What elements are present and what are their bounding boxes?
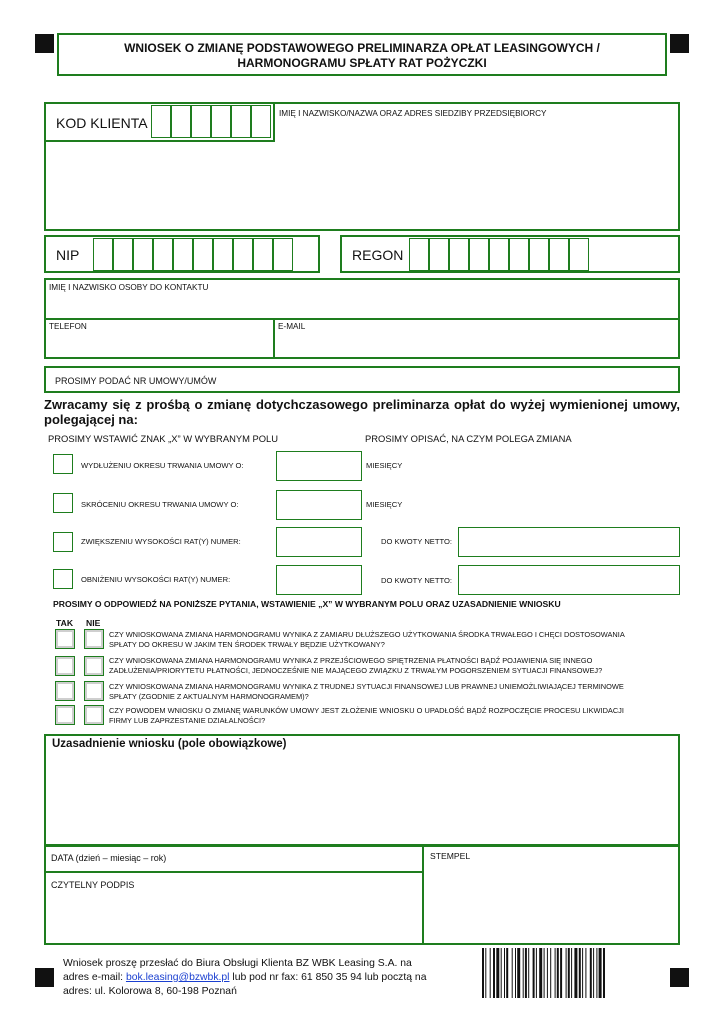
question-2-text: CZY WNIOSKOWANA ZMIANA HARMONOGRAMU WYNIKA Z PRZEJŚCIOWEGO SPIĘTRZENIA PŁATNOŚCI BĄDŹ POJAWIENIA SIĘ INNEGO ZADŁUŻENIA/PRIORYTETU PŁATNOŚCI, JEDNOCZEŚNIE NIE MAJĄCEGO ZWIĄZKU Z TRWAŁYM POGORSZENIEM SYTUACJI FINANSOWEJ? bbox=[109, 656, 603, 675]
question-1-yes-checkbox[interactable] bbox=[55, 629, 75, 649]
kod-klienta-label: KOD KLIENTA bbox=[56, 115, 148, 131]
title-box bbox=[57, 33, 667, 76]
footer-line-1: Wniosek proszę przesłać do Biura Obsługi Klienta BZ WBK Leasing S.A. na bbox=[63, 958, 412, 969]
corner-marker-top-right bbox=[670, 34, 689, 53]
barcode-bar bbox=[557, 948, 559, 998]
question-2-yes-checkbox[interactable] bbox=[55, 656, 75, 676]
barcode-bar bbox=[493, 948, 495, 998]
nip-cells[interactable] bbox=[93, 238, 293, 271]
name-address-label: IMIĘ I NAZWISKO/NAZWA ORAZ ADRES SIEDZIBY PRZEDSIĘBIORCY bbox=[279, 109, 547, 118]
regon-cells[interactable] bbox=[409, 238, 589, 271]
date-divider bbox=[44, 871, 424, 873]
email-label: E-MAIL bbox=[278, 322, 306, 331]
question-3-no-checkbox[interactable] bbox=[84, 681, 104, 701]
option-decrease-label: OBNIŻENIU WYSOKOŚCI RAT(Y) NUMER: bbox=[81, 575, 231, 584]
barcode-bar bbox=[539, 948, 542, 998]
question-4-yes-checkbox[interactable] bbox=[55, 705, 75, 725]
title-line-2: HARMONOGRAMU SPŁATY RAT POŻYCZKI bbox=[237, 56, 487, 70]
option-extend-label: WYDŁUŻENIU OKRESU TRWANIA UMOWY O: bbox=[81, 461, 244, 470]
option-increase-suffix: DO KWOTY NETTO: bbox=[381, 537, 453, 546]
question-1-no-checkbox[interactable] bbox=[84, 629, 104, 649]
barcode-bar bbox=[582, 948, 583, 998]
barcode-bar bbox=[547, 948, 548, 998]
option-increase-number-field[interactable] bbox=[276, 527, 362, 557]
yes-header: TAK bbox=[56, 618, 74, 628]
barcode-bar bbox=[523, 948, 524, 998]
phone-email-divider bbox=[273, 318, 275, 359]
regon-label: REGON bbox=[352, 247, 404, 263]
signature-field[interactable] bbox=[48, 894, 418, 942]
stamp-label: STEMPEL bbox=[430, 851, 471, 861]
question-2-no-checkbox[interactable] bbox=[84, 656, 104, 676]
question-3-text: CZY WNIOSKOWANA ZMIANA HARMONOGRAMU WYNIKA Z TRUDNEJ SYTUACJI FINANSOWEJ LUB PRAWNEJ UNIEMOŻLIWIAJĄCEJ TERMINOWE SPŁATY (ZGODNIE Z AKTUALNYM HARMONOGRAMEM)? bbox=[109, 682, 624, 701]
barcode-bar bbox=[482, 948, 484, 998]
contact-person-field[interactable] bbox=[48, 296, 676, 316]
barcode-bar bbox=[515, 948, 516, 998]
contact-person-label: IMIĘ I NAZWISKO OSOBY DO KONTAKTU bbox=[49, 283, 209, 292]
option-shorten-months-field[interactable] bbox=[276, 490, 362, 520]
question-3-yes-checkbox[interactable] bbox=[55, 681, 75, 701]
footer-line-2: adres e-mail: bok.leasing@bzwbk.pl lub pod nr fax: 61 850 35 94 lub pocztą na bbox=[63, 972, 427, 983]
barcode-bar bbox=[544, 948, 545, 998]
barcode-bar bbox=[599, 948, 602, 998]
contract-number-label: PROSIMY PODAĆ NR UMOWY/UMÓW bbox=[55, 376, 217, 386]
email-field[interactable] bbox=[278, 334, 676, 356]
contact-divider bbox=[44, 318, 680, 320]
barcode-bar bbox=[579, 948, 581, 998]
justification-label: Uzasadnienie wniosku (pole obowiązkowe) bbox=[52, 738, 287, 750]
question-4-text: CZY POWODEM WNIOSKU O ZMIANĘ WARUNKÓW UMOWY JEST ZŁOŻENIE WNIOSKU O UPADŁOŚĆ BĄDŹ ROZPOCZĘCIE PROCESU LIKWIDACJI FIRMY LUB ZAPRZESTANIE DZIAŁALNOŚCI? bbox=[109, 706, 624, 725]
signature-label: CZYTELNY PODPIS bbox=[51, 880, 135, 890]
date-label: DATA (dzień – miesiąc – rok) bbox=[51, 853, 167, 863]
corner-marker-bottom-right bbox=[670, 968, 689, 987]
option-decrease-number-field[interactable] bbox=[276, 565, 362, 595]
no-header: NIE bbox=[86, 618, 101, 628]
barcode-bar bbox=[574, 948, 577, 998]
option-shorten-suffix: MIESIĘCY bbox=[366, 500, 403, 509]
option-shorten-label: SKRÓCENIU OKRESU TRWANIA UMOWY O: bbox=[81, 500, 239, 509]
nip-label: NIP bbox=[56, 247, 80, 263]
barcode-bar bbox=[525, 948, 527, 998]
footer-line-3: adres: ul. Kolorowa 8, 60-198 Poznań bbox=[63, 986, 237, 997]
instruction-left: PROSIMY WSTAWIĆ ZNAK „X” W WYBRANYM POLU bbox=[48, 433, 279, 444]
barcode-image bbox=[482, 948, 657, 998]
option-decrease-suffix: DO KWOTY NETTO: bbox=[381, 576, 453, 585]
stamp-divider bbox=[422, 845, 424, 945]
barcode-bar bbox=[506, 948, 508, 998]
barcode-bar bbox=[555, 948, 556, 998]
question-1-text: CZY WNIOSKOWANA ZMIANA HARMONOGRAMU WYNIKA Z ZAMIARU DŁUŻSZEGO UŻYTKOWANIA ŚRODKA TRWAŁEGO I CHĘCI DOSTOSOWANIA SPŁATY DO OKRESU W JAKIM TEN ŚRODEK TRWAŁY BĘDZIE UŻYTKOWANY? bbox=[109, 630, 625, 649]
barcode-bar bbox=[568, 948, 570, 998]
contract-number-box[interactable] bbox=[44, 366, 680, 393]
option-decrease-checkbox[interactable] bbox=[53, 569, 73, 589]
kod-klienta-cells[interactable] bbox=[151, 105, 271, 138]
barcode-bar bbox=[566, 948, 567, 998]
barcode-bar bbox=[485, 948, 486, 998]
questions-heading: PROSIMY O ODPOWIEDŹ NA PONIŻSZE PYTANIA, WSTAWIENIE „X” W WYBRANYM POLU ORAZ UZASADNIENIE WNIOSKU bbox=[53, 599, 561, 609]
barcode-bar bbox=[501, 948, 502, 998]
option-increase-label: ZWIĘKSZENIU WYSOKOŚCI RAT(Y) NUMER: bbox=[81, 537, 241, 546]
title-line-1: WNIOSEK O ZMIANĘ PODSTAWOWEGO PRELIMINARZA OPŁAT LEASINGOWYCH / bbox=[124, 41, 600, 55]
barcode-bar bbox=[528, 948, 529, 998]
option-shorten-checkbox[interactable] bbox=[53, 493, 73, 513]
barcode-bar bbox=[596, 948, 597, 998]
barcode-bar bbox=[490, 948, 491, 998]
barcode-bar bbox=[536, 948, 537, 998]
option-decrease-amount-field[interactable] bbox=[458, 565, 680, 595]
corner-marker-bottom-left bbox=[35, 968, 54, 987]
barcode-bar bbox=[517, 948, 520, 998]
option-extend-months-field[interactable] bbox=[276, 451, 362, 481]
barcode-bar bbox=[533, 948, 535, 998]
barcode-bar bbox=[585, 948, 586, 998]
option-increase-amount-field[interactable] bbox=[458, 527, 680, 557]
barcode-bar bbox=[603, 948, 605, 998]
barcode-bar bbox=[571, 948, 572, 998]
barcode-bar bbox=[590, 948, 592, 998]
barcode-bar bbox=[550, 948, 551, 998]
date-field[interactable] bbox=[250, 849, 418, 869]
corner-marker-top-left bbox=[35, 34, 54, 53]
option-extend-checkbox[interactable] bbox=[53, 454, 73, 474]
request-heading: Zwracamy się z prośbą o zmianę dotychczasowego preliminarza opłat do wyżej wymienionej umowy, polegającej na: bbox=[44, 397, 680, 427]
barcode-bar bbox=[593, 948, 594, 998]
barcode-bar bbox=[496, 948, 499, 998]
phone-label: TELEFON bbox=[49, 322, 87, 331]
question-4-no-checkbox[interactable] bbox=[84, 705, 104, 725]
name-address-field[interactable] bbox=[277, 144, 677, 228]
phone-field[interactable] bbox=[48, 334, 270, 356]
instruction-right: PROSIMY OPISAĆ, NA CZYM POLEGA ZMIANA bbox=[365, 433, 572, 444]
footer-email-link[interactable]: bok.leasing@bzwbk.pl bbox=[125, 972, 230, 983]
barcode-bar bbox=[512, 948, 513, 998]
barcode-bar bbox=[504, 948, 505, 998]
justification-box[interactable] bbox=[44, 734, 680, 846]
stamp-field[interactable] bbox=[428, 864, 676, 942]
option-extend-suffix: MIESIĘCY bbox=[366, 461, 403, 470]
option-increase-checkbox[interactable] bbox=[53, 532, 73, 552]
footer-text bbox=[63, 957, 463, 999]
barcode-bar bbox=[560, 948, 562, 998]
